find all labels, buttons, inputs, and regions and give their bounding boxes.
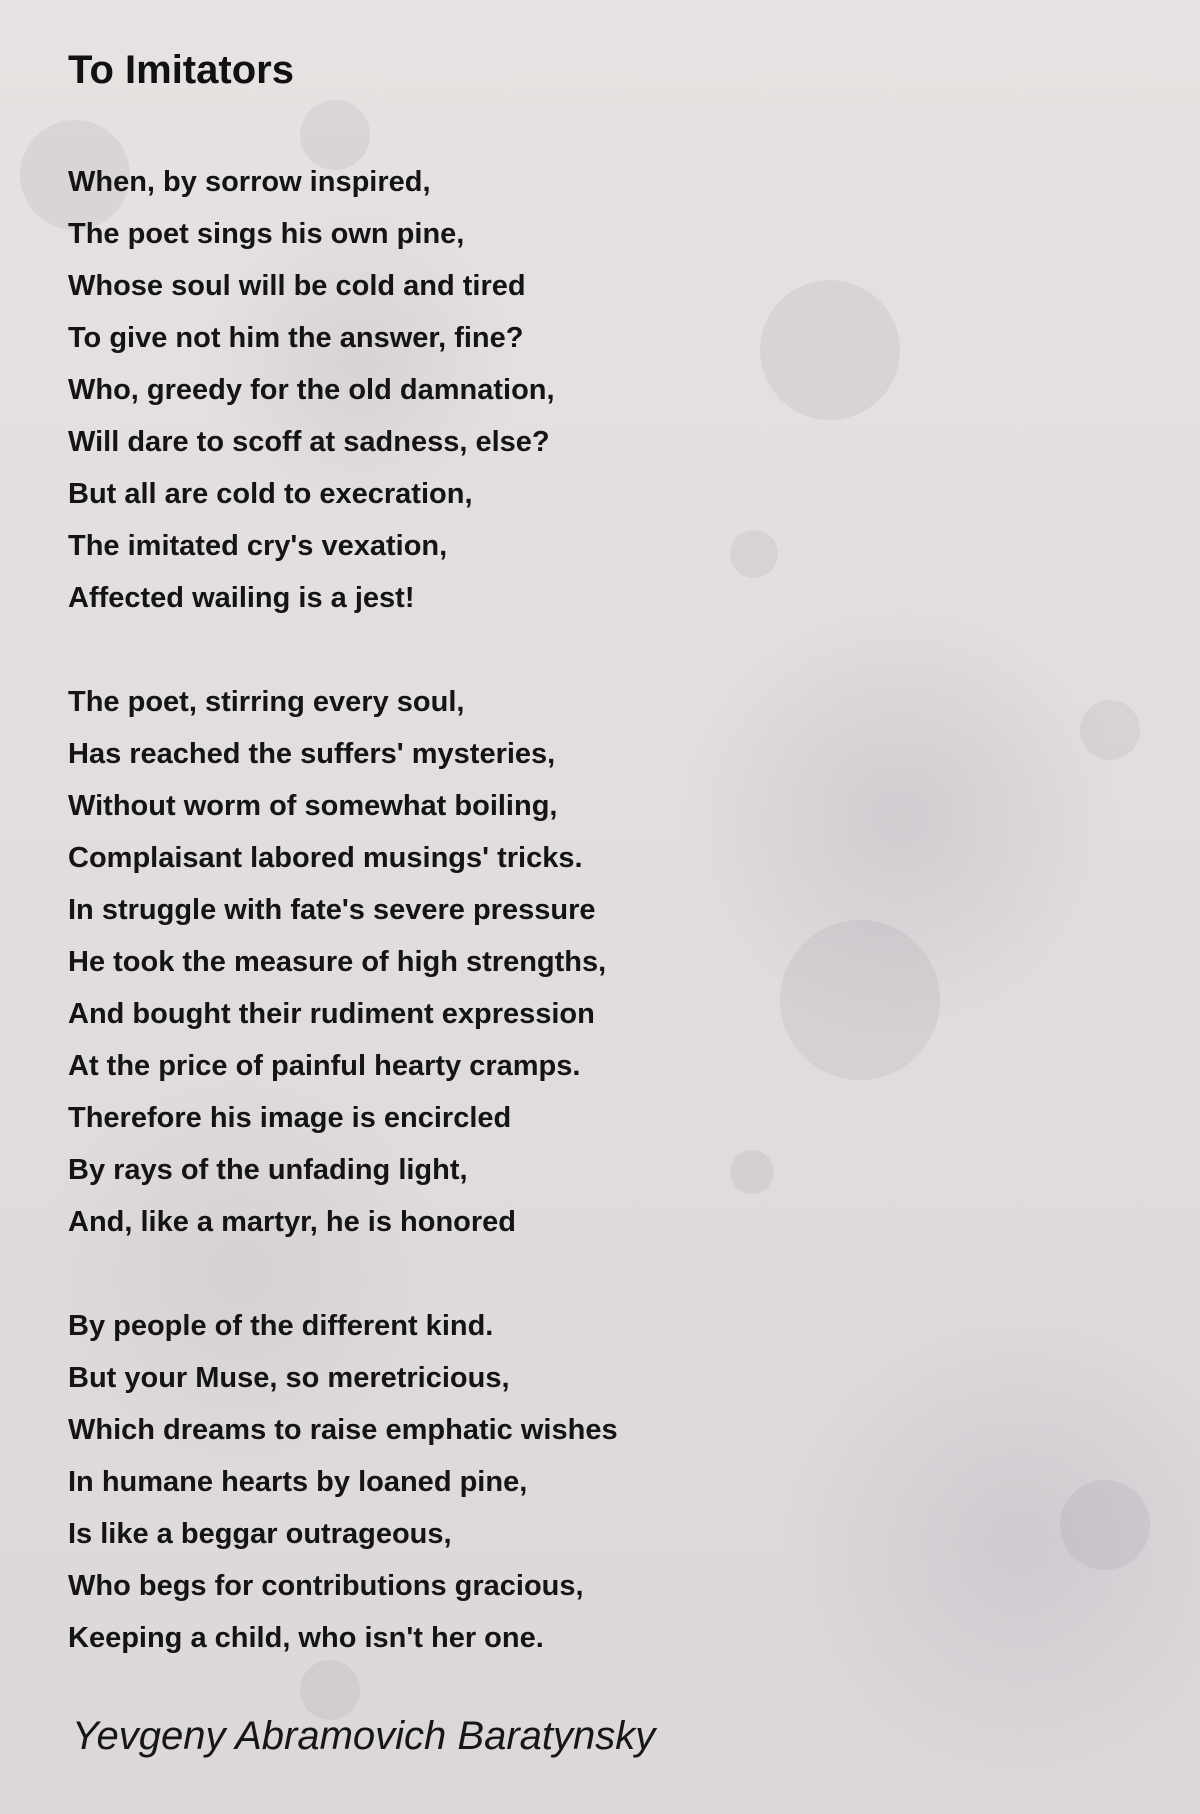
poem-line: Will dare to scoff at sadness, else? xyxy=(68,426,550,458)
stanza xyxy=(68,1300,618,1664)
ink-blot xyxy=(780,920,940,1080)
poem-line: And bought their rudiment expression xyxy=(68,998,595,1030)
poem-title: To Imitators xyxy=(68,48,294,92)
poem-line: But your Muse, so meretricious, xyxy=(68,1362,510,1394)
ink-blot xyxy=(1060,1480,1150,1570)
poem-line: Is like a beggar outrageous, xyxy=(68,1518,452,1550)
poem-line: The poet, stirring every soul, xyxy=(68,686,465,718)
poem-line: The imitated cry's vexation, xyxy=(68,530,448,562)
poem-line: And, like a martyr, he is honored xyxy=(68,1206,517,1238)
poem-line: Keeping a child, who isn't her one. xyxy=(68,1622,544,1654)
poem-line: He took the measure of high strengths, xyxy=(68,946,607,978)
poem-line: Affected wailing is a jest! xyxy=(68,582,415,614)
poem-line: Without worm of somewhat boiling, xyxy=(68,790,558,822)
poem-line: In humane hearts by loaned pine, xyxy=(68,1466,528,1498)
poem-body xyxy=(68,156,618,1664)
poem-line: Which dreams to raise emphatic wishes xyxy=(68,1414,618,1446)
poem-line: The poet sings his own pine, xyxy=(68,218,465,250)
poem-line: Has reached the suffers' mysteries, xyxy=(68,738,556,770)
poem-line: Who begs for contributions gracious, xyxy=(68,1570,584,1602)
poem-line: At the price of painful hearty cramps. xyxy=(68,1050,581,1082)
poem-line: When, by sorrow inspired, xyxy=(68,166,431,198)
poem-author: Yevgeny Abramovich Baratynsky xyxy=(72,1714,656,1758)
poem-line: Therefore his image is encircled xyxy=(68,1102,512,1134)
ink-blot xyxy=(730,1150,774,1194)
ink-blot xyxy=(760,280,900,420)
poem-line: Whose soul will be cold and tired xyxy=(68,270,526,302)
ink-blot xyxy=(730,530,778,578)
poem-line: In struggle with fate's severe pressure xyxy=(68,894,596,926)
poem-line: Complaisant labored musings' tricks. xyxy=(68,842,583,874)
poem-line: To give not him the answer, fine? xyxy=(68,322,524,354)
poem-line: But all are cold to execration, xyxy=(68,478,473,510)
poem-line: Who, greedy for the old damnation, xyxy=(68,374,555,406)
ink-blot xyxy=(300,1660,360,1720)
stanza xyxy=(68,676,618,1248)
poem-line: By rays of the unfading light, xyxy=(68,1154,468,1186)
stanza xyxy=(68,156,618,624)
poem-line: By people of the different kind. xyxy=(68,1310,494,1342)
ink-blot xyxy=(1080,700,1140,760)
